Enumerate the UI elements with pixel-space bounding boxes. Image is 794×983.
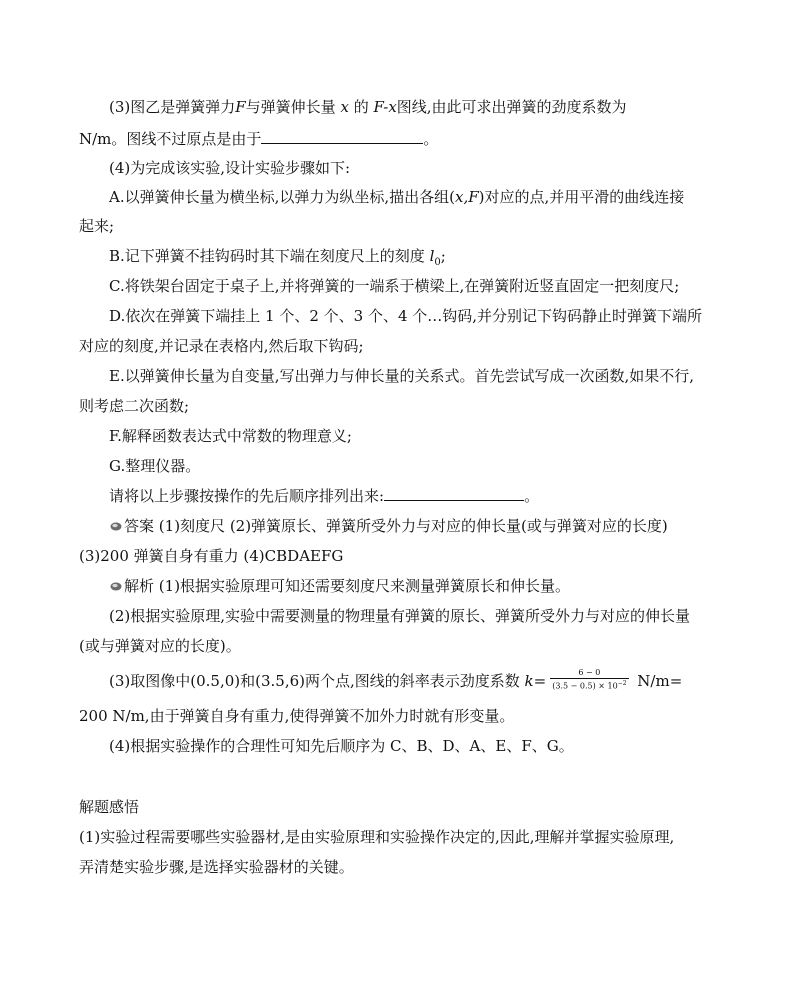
analysis-line-5: 200 N/m,由于弹簧自身有重力,使得弹簧不加外力时就有形变量。 bbox=[79, 707, 515, 725]
q4-intro: (4)为完成该实验,设计实验步骤如下: bbox=[109, 159, 351, 177]
step-d-line-2: 对应的刻度,并记录在表格内,然后取下钩码; bbox=[79, 337, 364, 355]
step-a-line-2: 起来; bbox=[79, 217, 115, 235]
step-g: G.整理仪器。 bbox=[109, 457, 201, 475]
step-e-line-2: 则考虑二次函数; bbox=[79, 397, 190, 415]
order-answer-blank[interactable] bbox=[384, 486, 524, 501]
analysis-label: 解析 bbox=[124, 577, 155, 595]
analysis-marker-icon bbox=[110, 582, 122, 591]
reflection-title: 解题感悟 bbox=[79, 798, 140, 816]
fraction-numerator: 6 − 0 bbox=[550, 668, 628, 679]
step-f: F.解释函数表达式中常数的物理意义; bbox=[109, 427, 352, 445]
analysis-line-3: (或与弹簧对应的长度)。 bbox=[79, 637, 241, 655]
analysis-line-4: (3)取图像中(0.5,0)和(3.5,6)两个点,图线的斜率表示劲度系数 k= $\frac{6 - 0}{(3.5 - 0.5) \times 10^{-2}}$ N/m= bbox=[109, 668, 683, 691]
answer-line-1: 答案 (1)刻度尺 (2)弹簧原长、弹簧所受外力与对应的伸长量(或与弹簧对应的长度) bbox=[110, 516, 668, 536]
analysis-line-6: (4)根据实验操作的合理性可知先后顺序为 C、B、D、A、E、F、G。 bbox=[109, 737, 574, 755]
fraction-denominator: $(3.5 - 0.5) \times 10^{-2}$ bbox=[552, 680, 627, 691]
step-e-line-1: E.以弹簧伸长量为自变量,写出弹力与伸长量的关系式。首先尝试写成一次函数,如果不行, bbox=[109, 367, 695, 385]
analysis-line-2: (2)根据实验原理,实验中需要测量的物理量有弹簧的原长、弹簧所受外力与对应的伸长量 bbox=[109, 607, 691, 625]
step-d-line-1: D.依次在弹簧下端挂上 1 个、2 个、3 个、4 个…钩码,并分别记下钩码静止时弹簧下端所 bbox=[109, 307, 703, 325]
stiffness-fraction bbox=[550, 668, 628, 692]
q3-line-2: N/m。图线不过原点是由于 。 bbox=[79, 130, 439, 148]
answer-label: 答案 bbox=[124, 517, 155, 535]
analysis-line-1: 解析 (1)根据实验原理可知还需要刻度尺来测量弹簧原长和伸长量。 bbox=[110, 576, 570, 596]
answer-blank[interactable] bbox=[261, 129, 423, 144]
step-a-line-1: A.以弹簧伸长量为横坐标,以弹力为纵坐标,描出各组(x,F)对应的点,并用平滑的曲线连接 bbox=[109, 188, 685, 206]
reflection-line-1: (1)实验过程需要哪些实验器材,是由实验原理和实验操作决定的,因此,理解并掌握实验原理, bbox=[79, 828, 675, 846]
q3-line-1: (3)图乙是弹簧弹力F与弹簧伸长量 x 的 F-x图线,由此可求出弹簧的劲度系数为 bbox=[109, 98, 627, 116]
order-prompt: 请将以上步骤按操作的先后顺序排列出来: 。 bbox=[109, 487, 540, 505]
answer-marker-icon bbox=[110, 522, 122, 531]
step-b: B.记下弹簧不挂钩码时其下端在刻度尺上的刻度 $l_0$; bbox=[109, 247, 446, 268]
step-c: C.将铁架台固定于桌子上,并将弹簧的一端系于横梁上,在弹簧附近竖直固定一把刻度尺; bbox=[109, 277, 680, 295]
reflection-line-2: 弄清楚实验步骤,是选择实验器材的关键。 bbox=[79, 858, 354, 876]
answer-line-2: (3)200 弹簧自身有重力 (4)CBDAEFG bbox=[79, 547, 344, 565]
